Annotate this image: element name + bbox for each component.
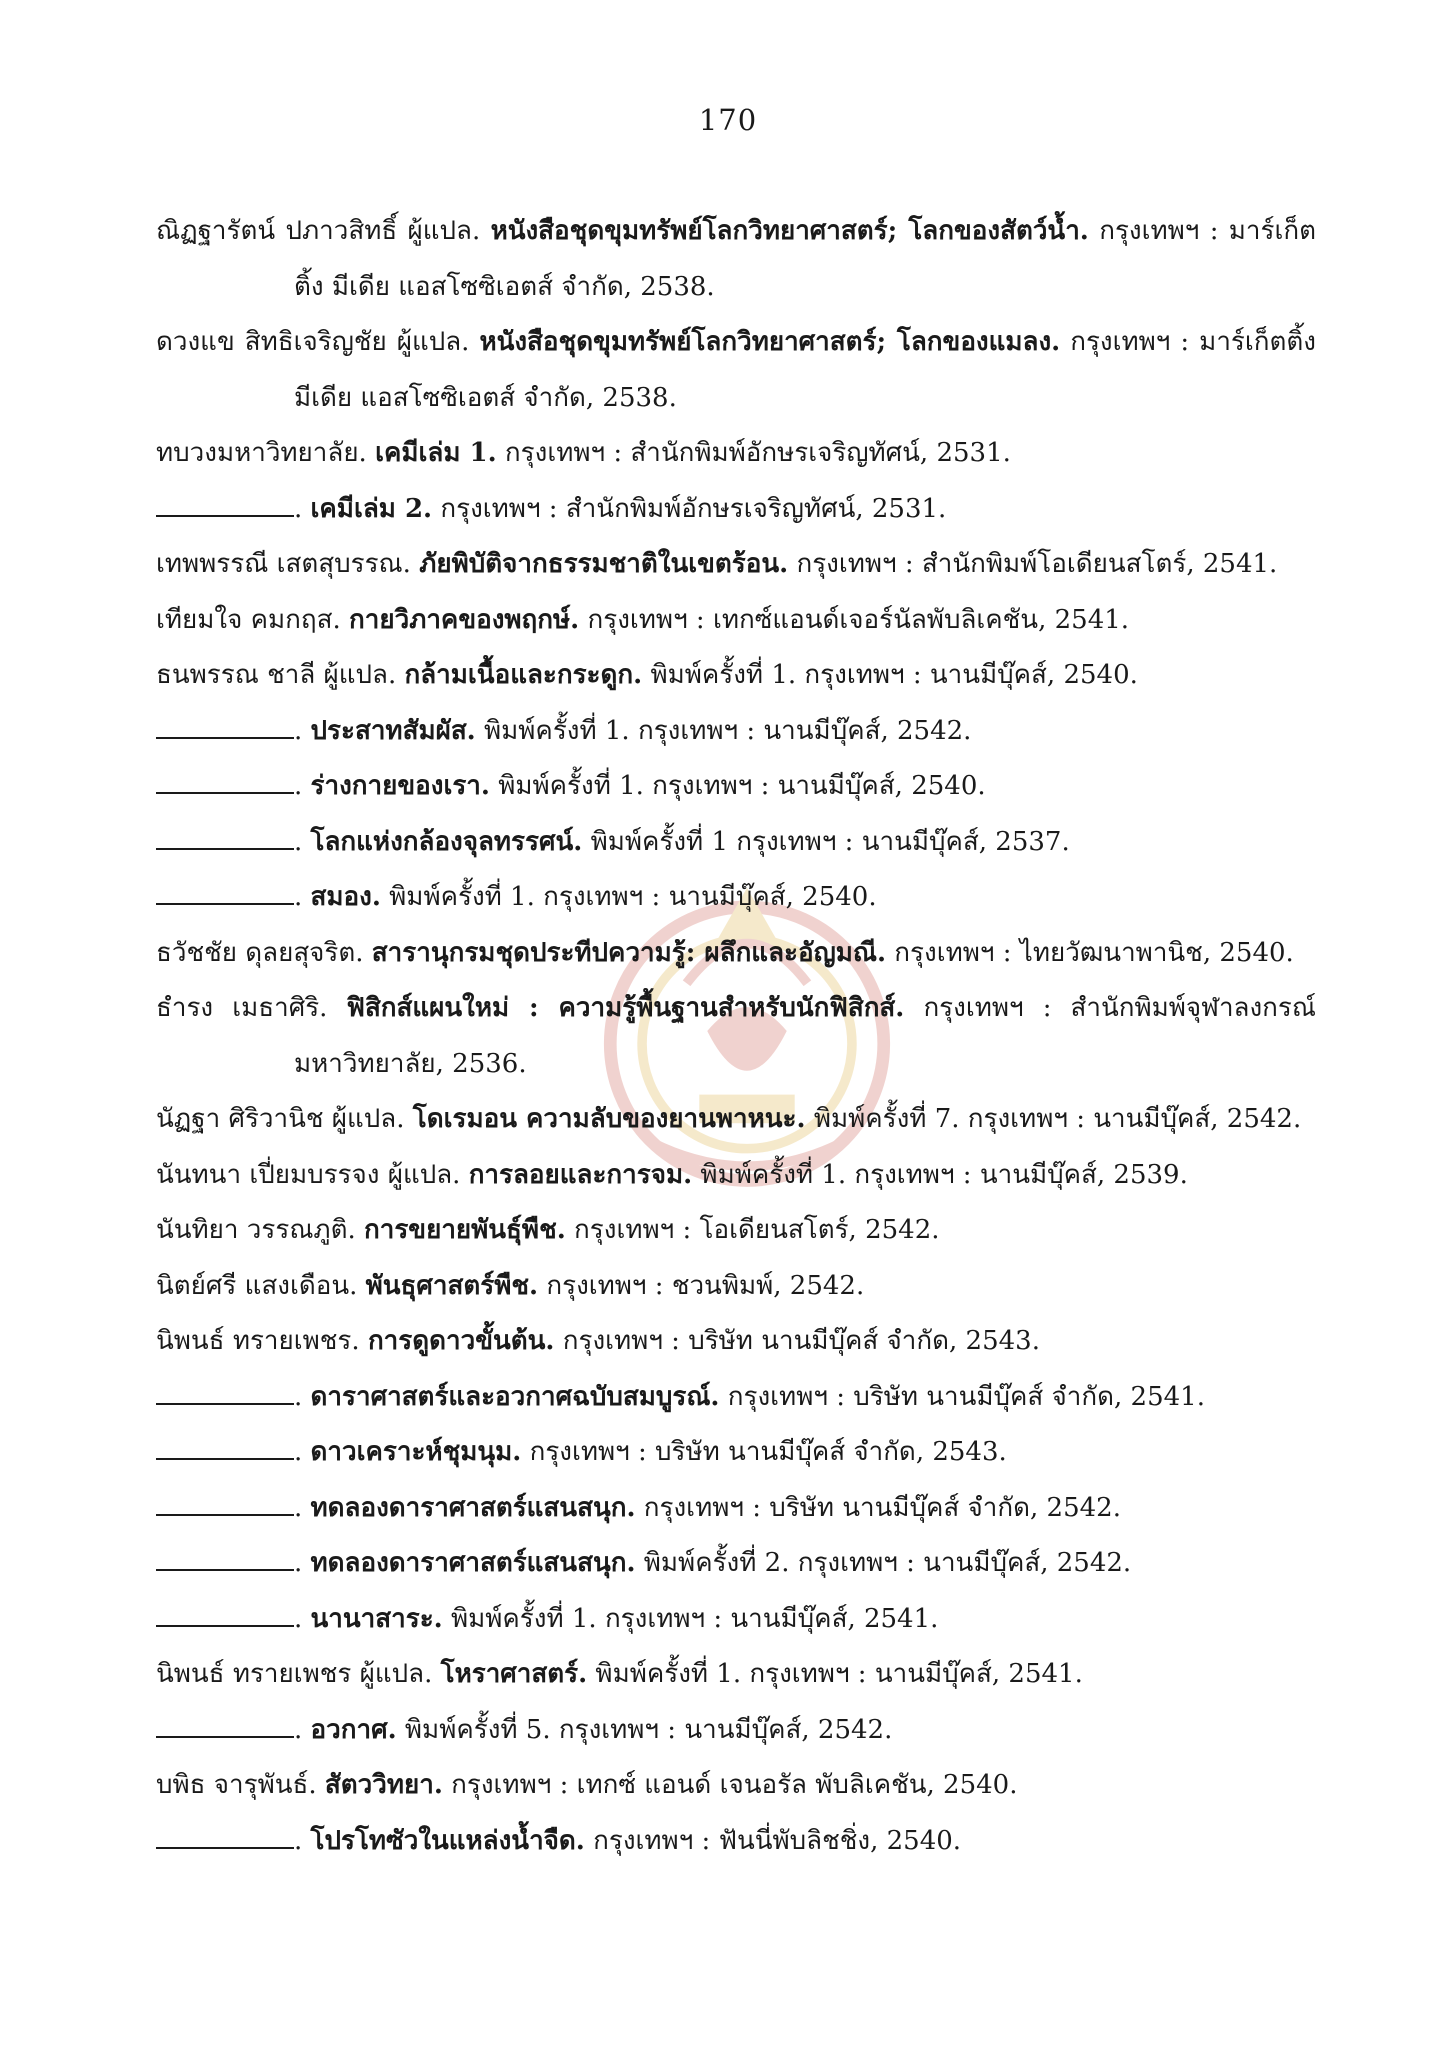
reference-publication: กรุงเทพฯ : โอเดียนสโตร์, 2542. bbox=[565, 1215, 940, 1245]
reference-title: สมอง. bbox=[310, 882, 381, 912]
reference-list bbox=[156, 204, 1316, 1869]
reference-author: ธวัชชัย ดุลยสุจริต. bbox=[156, 937, 372, 968]
reference-title: ดาวเคราะห์ชุมนุม. bbox=[310, 1437, 522, 1467]
reference-publication: พิมพ์ครั้งที่ 1 กรุงเทพฯ : นานมีบุ๊คส์, 2537. bbox=[582, 826, 1070, 857]
reference-author: . bbox=[294, 771, 311, 801]
reference-entry bbox=[156, 1259, 1316, 1315]
reference-title: โดเรมอน ความลับของยานพาหนะ. bbox=[412, 1104, 806, 1134]
reference-entry bbox=[156, 815, 1316, 871]
reference-publication: กรุงเทพฯ : ไทยวัฒนาพานิช, 2540. bbox=[886, 937, 1294, 968]
reference-author: ธนพรรณ ชาลี ผู้แปล. bbox=[156, 660, 405, 690]
reference-title: ภัยพิบัติจากธรรมชาติในเขตร้อน. bbox=[419, 549, 789, 579]
reference-publication: พิมพ์ครั้งที่ 1. กรุงเทพฯ : นานมีบุ๊คส์, 2541. bbox=[442, 1603, 939, 1634]
reference-title: เคมีเล่ม 2. bbox=[310, 493, 433, 524]
reference-publication: พิมพ์ครั้งที่ 1. กรุงเทพฯ : นานมีบุ๊คส์, 2540. bbox=[489, 771, 986, 801]
reference-entry bbox=[156, 1481, 1316, 1537]
reference-author: นิตย์ศรี แสงเดือน. bbox=[156, 1270, 366, 1301]
reference-author: ธำรง เมธาศิริ. bbox=[156, 993, 347, 1023]
reference-entry bbox=[156, 1647, 1316, 1703]
reference-publication: พิมพ์ครั้งที่ 5. กรุงเทพฯ : นานมีบุ๊คส์, 2542. bbox=[396, 1714, 893, 1745]
reference-publication: พิมพ์ครั้งที่ 2. กรุงเทพฯ : นานมีบุ๊คส์, 2542. bbox=[635, 1548, 1132, 1578]
reference-title: ทดลองดาราศาสตร์แสนสนุก. bbox=[310, 1492, 636, 1523]
reference-author: . bbox=[294, 1381, 311, 1412]
reference-title: โลกแห่งกล้องจุลทรรศน์. bbox=[310, 826, 583, 857]
repeated-author-line bbox=[156, 772, 294, 794]
reference-title: หนังสือชุดขุมทรัพย์โลกวิทยาศาสตร์; โลกของสัตว์น้ำ. bbox=[490, 216, 1089, 246]
reference-entry bbox=[156, 315, 1316, 426]
reference-entry bbox=[156, 1148, 1316, 1204]
reference-entry bbox=[156, 1592, 1316, 1648]
reference-publication: กรุงเทพฯ : เทกซ์ แอนด์ เจนอรัล พับลิเคชัน, 2540. bbox=[442, 1770, 1018, 1800]
reference-author: . bbox=[294, 826, 311, 857]
repeated-author-line bbox=[156, 1827, 294, 1849]
reference-title: หนังสือชุดขุมทรัพย์โลกวิทยาศาสตร์; โลกของแมลง. bbox=[479, 327, 1061, 357]
reference-entry bbox=[156, 1703, 1316, 1759]
reference-entry bbox=[156, 926, 1316, 982]
reference-title: ทดลองดาราศาสตร์แสนสนุก. bbox=[310, 1548, 636, 1578]
reference-entry bbox=[156, 704, 1316, 760]
reference-entry bbox=[156, 537, 1316, 593]
reference-title: อวกาศ. bbox=[310, 1714, 397, 1745]
reference-entry bbox=[156, 1314, 1316, 1370]
reference-entry bbox=[156, 204, 1316, 315]
reference-author: นันทนา เปี่ยมบรรจง ผู้แปล. bbox=[156, 1159, 469, 1190]
reference-title: สารานุกรมชุดประทีปความรู้: ผลึกและอัญมณี. bbox=[371, 937, 887, 968]
reference-author: . bbox=[294, 882, 311, 912]
reference-author: . bbox=[294, 1437, 311, 1467]
reference-title: นานาสาระ. bbox=[310, 1603, 443, 1634]
repeated-author-line bbox=[156, 1605, 294, 1627]
reference-author: นิพนธ์ ทรายเพชร. bbox=[156, 1326, 368, 1356]
reference-publication: กรุงเทพฯ : บริษัท นานมีบุ๊คส์ จำกัด, 2543. bbox=[554, 1326, 1040, 1356]
reference-publication: กรุงเทพฯ : สำนักพิมพ์อักษรเจริญทัศน์, 2531. bbox=[496, 438, 1011, 468]
page-number: 170 bbox=[698, 103, 758, 137]
reference-author: . bbox=[294, 1548, 311, 1578]
reference-publication: กรุงเทพฯ : สำนักพิมพ์อักษรเจริญทัศน์, 2531. bbox=[432, 493, 947, 524]
reference-publication: กรุงเทพฯ : ชวนพิมพ์, 2542. bbox=[538, 1270, 865, 1301]
reference-title: กล้ามเนื้อและกระดูก. bbox=[404, 660, 643, 690]
reference-entry bbox=[156, 426, 1316, 482]
reference-publication: กรุงเทพฯ : บริษัท นานมีบุ๊คส์ จำกัด, 2541. bbox=[719, 1381, 1205, 1412]
reference-author: . bbox=[294, 493, 311, 524]
reference-title: การขยายพันธุ์พืช. bbox=[364, 1215, 566, 1245]
reference-title: พันธุศาสตร์พืช. bbox=[365, 1270, 539, 1301]
reference-title: ฟิสิกส์แผนใหม่ : ความรู้พื้นฐานสำหรับนักฟิสิกส์. bbox=[346, 993, 905, 1023]
reference-author: ทบวงมหาวิทยาลัย. bbox=[156, 438, 376, 468]
reference-publication: พิมพ์ครั้งที่ 7. กรุงเทพฯ : นานมีบุ๊คส์, 2542. bbox=[805, 1104, 1302, 1134]
reference-entry bbox=[156, 1092, 1316, 1148]
reference-author: . bbox=[294, 1825, 311, 1856]
repeated-author-line bbox=[156, 495, 294, 517]
reference-publication: พิมพ์ครั้งที่ 1. กรุงเทพฯ : นานมีบุ๊คส์, 2540. bbox=[380, 882, 877, 912]
repeated-author-line bbox=[156, 1438, 294, 1460]
reference-author: . bbox=[294, 1603, 311, 1634]
reference-author: เทียมใจ คมกฤส. bbox=[156, 604, 350, 635]
repeated-author-line bbox=[156, 1716, 294, 1738]
reference-entry bbox=[156, 648, 1316, 704]
reference-author: ดวงแข สิทธิเจริญชัย ผู้แปล. bbox=[156, 327, 480, 357]
reference-entry bbox=[156, 981, 1316, 1092]
repeated-author-line bbox=[156, 883, 294, 905]
reference-title: ร่างกายของเรา. bbox=[310, 771, 490, 801]
reference-entry bbox=[156, 593, 1316, 649]
reference-title: โปรโทซัวในแหล่งน้ำจืด. bbox=[310, 1825, 585, 1856]
reference-entry bbox=[156, 1758, 1316, 1814]
reference-author: นันทิยา วรรณภูติ. bbox=[156, 1215, 364, 1245]
reference-publication: พิมพ์ครั้งที่ 1. กรุงเทพฯ : นานมีบุ๊คส์, 2540. bbox=[642, 660, 1138, 690]
repeated-author-line bbox=[156, 1494, 294, 1516]
reference-author: . bbox=[294, 1714, 311, 1745]
reference-publication: พิมพ์ครั้งที่ 1. กรุงเทพฯ : นานมีบุ๊คส์, 2541. bbox=[587, 1659, 1083, 1689]
reference-publication: กรุงเทพฯ : ฟันนี่พับลิชชิ่ง, 2540. bbox=[584, 1825, 962, 1856]
reference-author: เทพพรรณี เสตสุบรรณ. bbox=[156, 549, 420, 579]
reference-title: การดูดาวขั้นต้น. bbox=[367, 1326, 555, 1356]
reference-title: ประสาทสัมผัส. bbox=[310, 715, 476, 746]
reference-title: โหราศาสตร์. bbox=[440, 1659, 588, 1689]
reference-title: เคมีเล่ม 1. bbox=[375, 438, 497, 468]
reference-publication: กรุงเทพฯ : บริษัท นานมีบุ๊คส์ จำกัด, 2543. bbox=[521, 1437, 1007, 1467]
reference-publication: กรุงเทพฯ : สำนักพิมพ์จุฬาลงกรณ์มหาวิทยาลัย, 2536. bbox=[294, 993, 1317, 1079]
reference-title: ดาราศาสตร์และอวกาศฉบับสมบูรณ์. bbox=[310, 1381, 720, 1412]
reference-publication: กรุงเทพฯ : บริษัท นานมีบุ๊คส์ จำกัด, 2542. bbox=[635, 1492, 1121, 1523]
repeated-author-line bbox=[156, 717, 294, 739]
reference-publication: พิมพ์ครั้งที่ 1. กรุงเทพฯ : นานมีบุ๊คส์, 2542. bbox=[475, 715, 972, 746]
reference-title: กายวิภาคของพฤกษ์. bbox=[349, 604, 580, 635]
reference-publication: กรุงเทพฯ : มาร์เก็ตติ้ง มีเดีย แอสโซซิเอตส์ จำกัด, 2538. bbox=[294, 327, 1316, 413]
reference-entry bbox=[156, 1203, 1316, 1259]
repeated-author-line bbox=[156, 1549, 294, 1571]
repeated-author-line bbox=[156, 1383, 294, 1405]
reference-entry bbox=[156, 1370, 1316, 1426]
reference-entry bbox=[156, 1814, 1316, 1870]
reference-entry bbox=[156, 482, 1316, 538]
reference-entry bbox=[156, 1425, 1316, 1481]
reference-author: นัฏฐา ศิริวานิช ผู้แปล. bbox=[156, 1104, 413, 1134]
reference-publication: กรุงเทพฯ : มาร์เก็ตติ้ง มีเดีย แอสโซซิเอตส์ จำกัด, 2538. bbox=[294, 216, 1317, 302]
repeated-author-line bbox=[156, 828, 294, 850]
reference-publication: กรุงเทพฯ : เทกซ์แอนด์เจอร์นัลพับลิเคชัน, 2541. bbox=[579, 604, 1130, 635]
reference-entry bbox=[156, 870, 1316, 926]
reference-author: . bbox=[294, 1492, 311, 1523]
reference-title: สัตววิทยา. bbox=[324, 1770, 443, 1800]
reference-author: บพิธ จารุพันธ์. bbox=[156, 1770, 325, 1800]
reference-author: ณิฏฐารัตน์ ปภาวสิทธิ์ ผู้แปล. bbox=[156, 216, 491, 246]
reference-publication: พิมพ์ครั้งที่ 1. กรุงเทพฯ : นานมีบุ๊คส์, 2539. bbox=[692, 1159, 1188, 1190]
reference-entry bbox=[156, 1536, 1316, 1592]
reference-entry bbox=[156, 759, 1316, 815]
reference-publication: กรุงเทพฯ : สำนักพิมพ์โอเดียนสโตร์, 2541. bbox=[788, 549, 1278, 579]
reference-author: . bbox=[294, 715, 311, 746]
reference-author: นิพนธ์ ทรายเพชร ผู้แปล. bbox=[156, 1659, 441, 1689]
reference-title: การลอยและการจม. bbox=[468, 1159, 693, 1190]
